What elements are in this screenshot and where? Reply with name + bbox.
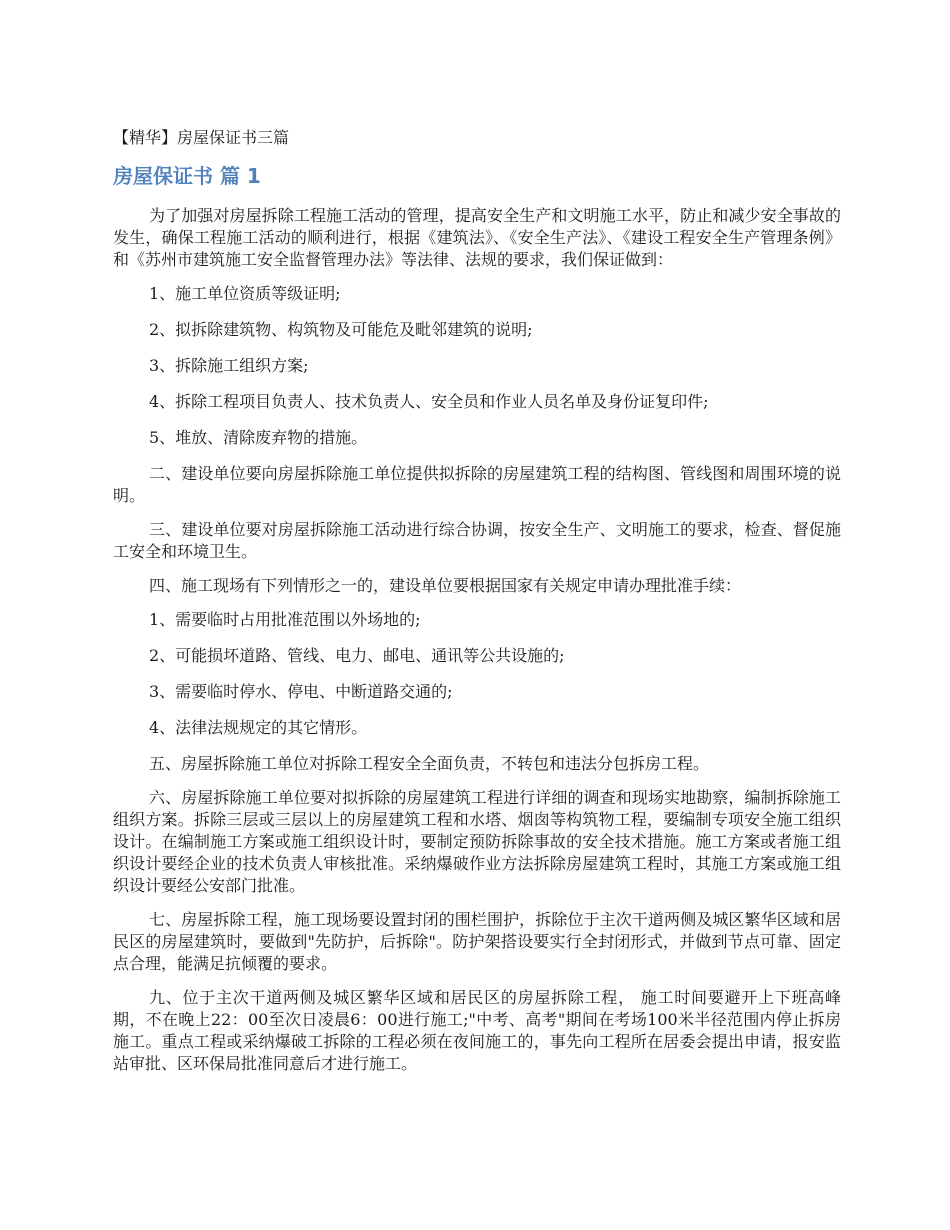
document-body (113, 205, 841, 1087)
list-item: 4、法律法规规定的其它情形。 (149, 718, 368, 737)
list-item: 1、需要临时占用批准范围以外场地的; (149, 610, 421, 629)
list-item: 3、拆除施工组织方案; (149, 356, 309, 375)
list-item: 1、施工单位资质等级证明; (149, 284, 341, 303)
clause-paragraph: 九、位于主次干道两侧及城区繁华区域和居民区的房屋拆除工程， 施工时间要避开上下班高峰期，不在晚上22：00至次日凌晨6：00进行施工;"中考、高考"期间在考场100米半径范围内停止拆房施工。重点工程或采纳爆破工拆除的工程必须在夜间施工的，事先向工程所在居委会提出申请，报安监站审批、区环保局批准同意后才进行施工。 (113, 988, 841, 1073)
document-title: 【精华】房屋保证书三篇 (113, 128, 290, 147)
list-item: 4、拆除工程项目负责人、技术负责人、安全员和作业人员名单及身份证复印件; (149, 392, 709, 411)
section-heading: 房屋保证书 篇 1 (113, 164, 261, 188)
list-item: 2、拟拆除建筑物、构筑物及可能危及毗邻建筑的说明; (149, 320, 533, 339)
list-item: 3、需要临时停水、停电、中断道路交通的; (149, 682, 453, 701)
clause-paragraph: 五、房屋拆除施工单位对拆除工程安全全面负责，不转包和违法分包拆房工程。 (149, 754, 710, 773)
clause-paragraph: 四、施工现场有下列情形之一的，建设单位要根据国家有关规定申请办理批准手续： (149, 576, 742, 595)
clause-paragraph: 七、房屋拆除工程，施工现场要设置封闭的围栏围护，拆除位于主次干道两侧及城区繁华区域和居民区的房屋建筑时，要做到"先防护，后拆除"。防护架搭设要实行全封闭形式，并做到节点可靠、固定点合理，能满足抗倾覆的要求。 (113, 910, 841, 973)
clause-paragraph: 二、建设单位要向房屋拆除施工单位提供拟拆除的房屋建筑工程的结构图、管线图和周围环境的说明。 (113, 464, 841, 505)
clause-paragraph: 三、建设单位要对房屋拆除施工活动进行综合协调，按安全生产、文明施工的要求，检查、督促施工安全和环境卫生。 (113, 520, 841, 561)
list-item: 5、堆放、清除废弃物的措施。 (149, 428, 368, 447)
intro-paragraph: 为了加强对房屋拆除工程施工活动的管理，提高安全生产和文明施工水平，防止和减少安全事故的发生，确保工程施工活动的顺利进行，根据《建筑法》、《安全生产法》、《建设工程安全生产管理条例》和《苏州市建筑施工安全监督管理办法》等法律、法规的要求，我们保证做到： (113, 206, 841, 269)
list-item: 2、可能损坏道路、管线、电力、邮电、通讯等公共设施的; (149, 646, 565, 665)
clause-paragraph: 六、房屋拆除施工单位要对拟拆除的房屋建筑工程进行详细的调查和现场实地勘察，编制拆除施工组织方案。拆除三层或三层以上的房屋建筑工程和水塔、烟囱等构筑物工程，要编制专项安全施工组织设计。在编制施工方案或施工组织设计时，要制定预防拆除事故的安全技术措施。施工方案或者施工组织设计要经企业的技术负责人审核批准。采纳爆破作业方法拆除房屋建筑工程时，其施工方案或施工组织设计要经公安部门批准。 (113, 788, 841, 895)
